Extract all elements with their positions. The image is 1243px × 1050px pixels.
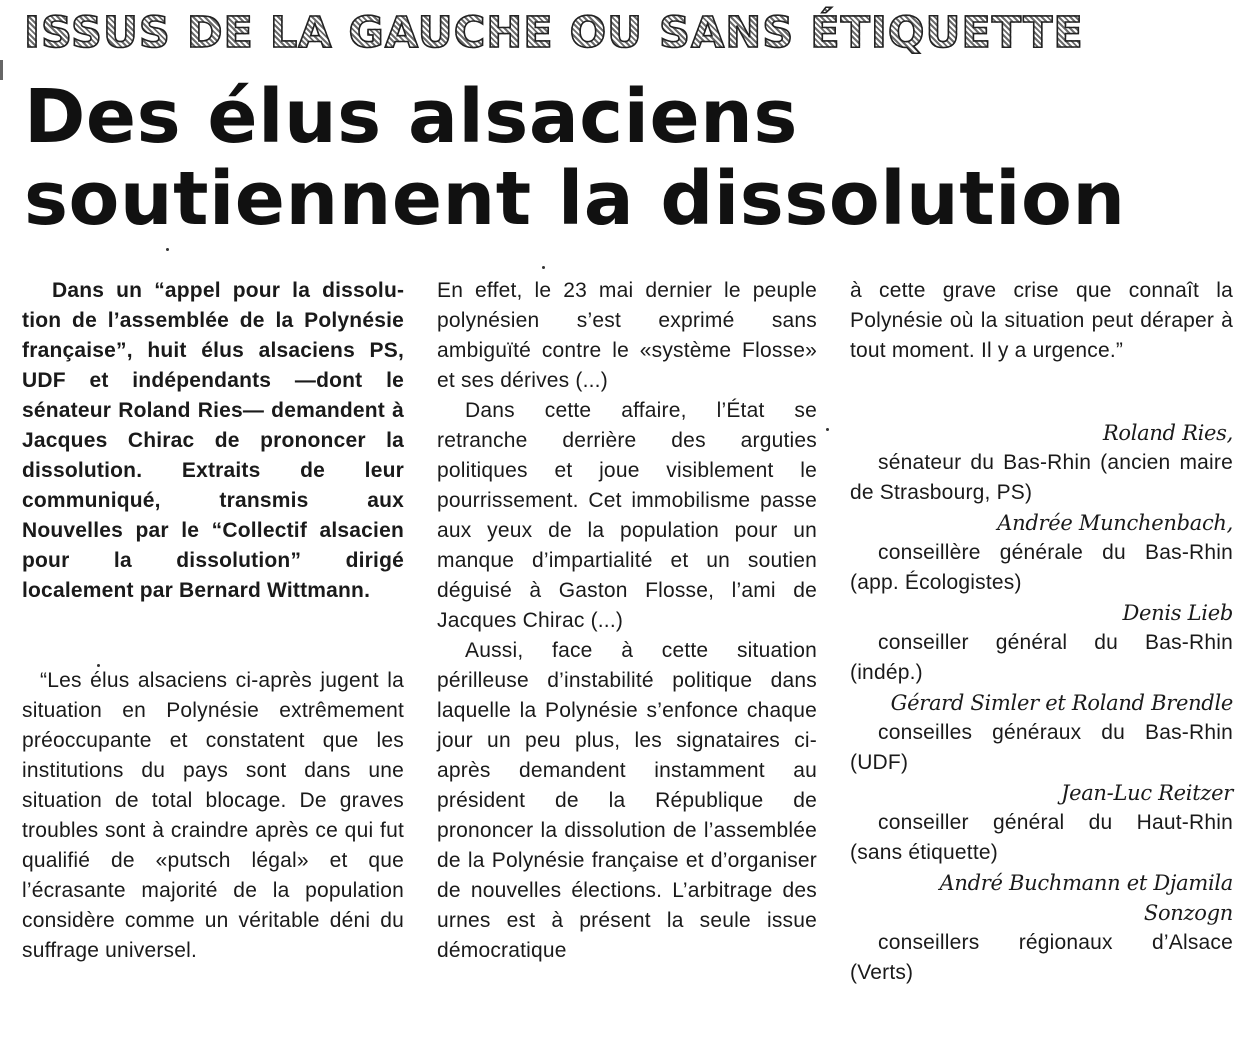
signatory-name: Gérard Simler et Roland Brendle xyxy=(890,691,1233,715)
signatory xyxy=(850,778,1233,868)
body-paragraph-2: En effet, le 23 mai dernier le peuple polynésien s’est exprimé sans ambiguïté contre le «système Flosse» et ses dérives (...) xyxy=(437,279,817,392)
signatory xyxy=(850,508,1233,598)
print-speck xyxy=(542,266,545,269)
signatory-role: sénateur du Bas-Rhin (ancien maire de Strasbourg, PS) xyxy=(850,451,1233,504)
signatory xyxy=(850,868,1233,988)
signatory-name: Andrée Munchenbach, xyxy=(997,511,1233,535)
page-edge-mark xyxy=(0,60,3,80)
signatory-name: André Buchmann et Djamila Sonzogn xyxy=(939,871,1233,925)
signatory-name: Jean-Luc Reitzer xyxy=(1060,781,1233,805)
signatory xyxy=(850,598,1233,688)
signatory-name: Roland Ries, xyxy=(1102,421,1233,445)
body-paragraph-3: Dans cette affaire, l’État se retranche derrière des arguties politiques et joue visiblement le pourrissement. Cet immobilisme passe aux yeux de la population pour un manque d’impartialité et un soutien déguisé à Gaston Flosse, l’ami de Jacques Chirac (...) xyxy=(437,399,817,632)
signatory xyxy=(850,688,1233,778)
headline-line-2: soutiennent la dissolution xyxy=(24,156,1126,242)
body-paragraph-1: “Les élus alsaciens ci-après jugent la situation en Polynésie extrêmement préoccupante et constatent que les institutions du pays sont dans une situation de total blocage. De graves troubles sont à craindre après ce qui fut qualifié de «putsch légal» et que l’écrasante majorité de la population considère comme un véritable déni du suffrage universel. xyxy=(22,669,404,962)
kicker-headline: ISSUS DE LA GAUCHE OU SANS ÉTIQUETTE xyxy=(24,8,1224,64)
headline xyxy=(24,76,1224,240)
column-1 xyxy=(22,276,404,966)
print-speck xyxy=(97,664,100,667)
print-speck xyxy=(826,428,829,431)
body-paragraph-4: Aussi, face à cette situation périlleuse d’instabilité politique dans laquelle la Polynésie s’enfonce chaque jour un peu plus, les signataires ci-après demandent instamment au président de la République de prononcer la dissolution de l’assemblée de la Polynésie française et d’organiser de nouvelles élections. L’arbitrage des urnes est à présent la seule issue démocratique xyxy=(437,639,817,962)
signatory-role: conseiller général du Haut-Rhin (sans étiquette) xyxy=(850,811,1233,864)
column-2 xyxy=(437,276,817,966)
print-speck xyxy=(166,248,169,251)
signatory-role: conseillers régionaux d’Alsace (Verts) xyxy=(850,931,1233,984)
signatory-role: conseiller général du Bas-Rhin (indép.) xyxy=(850,631,1233,684)
column-3 xyxy=(850,276,1233,988)
signatory-name: Denis Lieb xyxy=(1122,601,1233,625)
body-paragraph-5: à cette grave crise que connaît la Polynésie où la situation peut déraper à tout moment. Il y a urgence.” xyxy=(850,279,1233,362)
signatory-role: conseillère générale du Bas-Rhin (app. Écologistes) xyxy=(850,541,1233,594)
signatory xyxy=(850,418,1233,508)
lead-paragraph: Dans un “appel pour la dissolution de l’assemblée de la Polynésie française”, huit élus alsaciens PS, UDF et indépendants —dont le sénateur Roland Ries— demandent à Jacques Chirac de prononcer la dissolution. Extraits de leur communiqué, transmis aux Nouvelles par le “Collectif alsacien pour la dissolution” dirigé localement par Bernard Wittmann. xyxy=(22,279,404,602)
signatory-role: conseilles généraux du Bas-Rhin (UDF) xyxy=(850,721,1233,774)
headline-line-1: Des élus alsaciens xyxy=(24,74,798,160)
